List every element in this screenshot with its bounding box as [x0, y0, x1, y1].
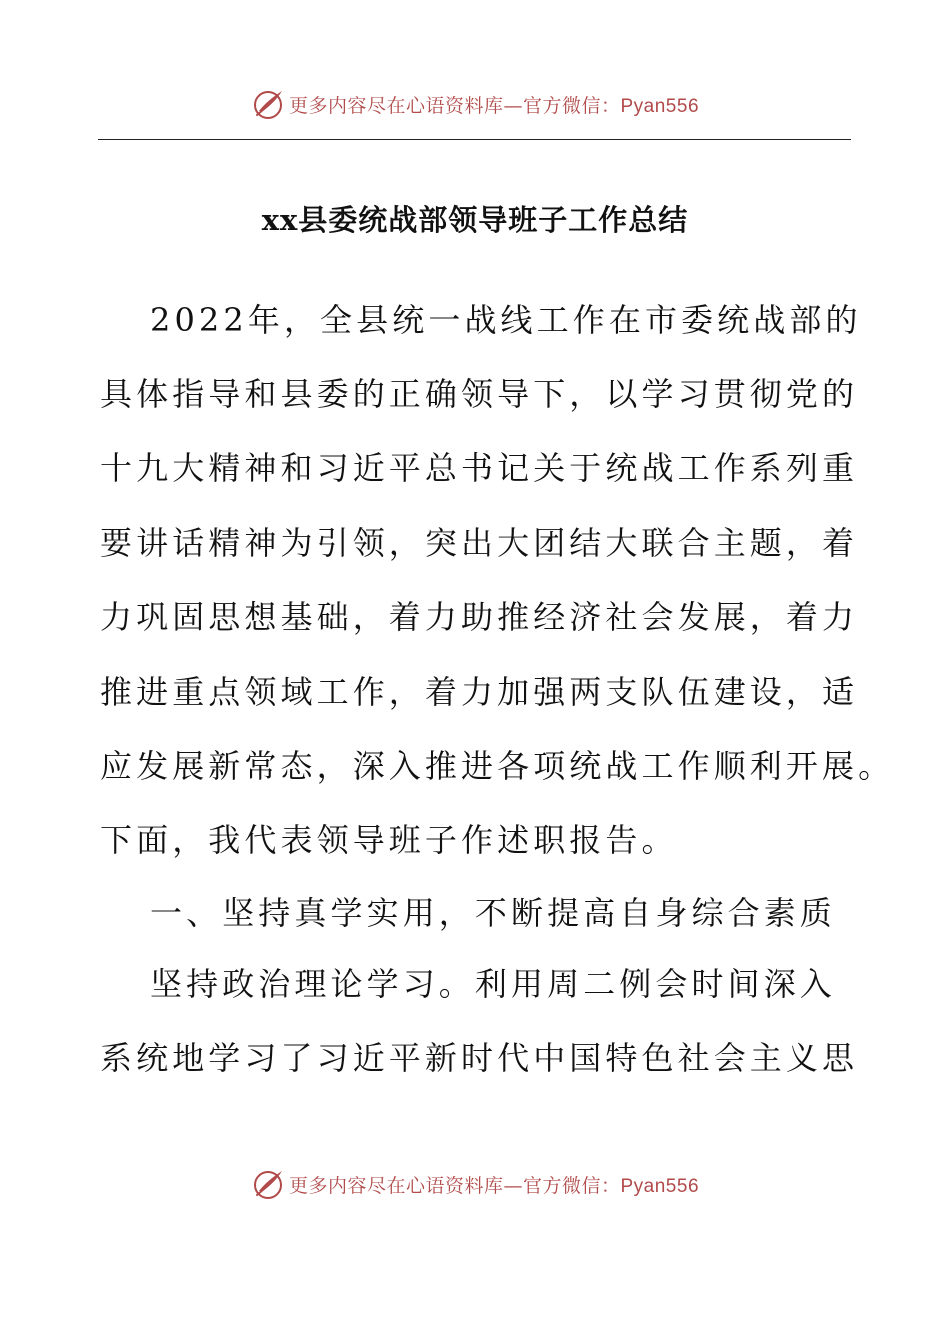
header-divider	[98, 139, 851, 140]
body-line: 力巩固思想基础，着力助推经济社会发展，着力	[100, 598, 859, 636]
footer-banner	[0, 1164, 950, 1204]
quill-pen-logo-icon	[251, 87, 285, 121]
header-banner-text: 更多内容尽在心语资料库—官方微信：Pyan556	[288, 94, 700, 117]
body-line: 系统地学习了习近平新时代中国特色社会主义思	[100, 1039, 859, 1077]
footer-wechat-id: Pyan556	[620, 1175, 700, 1197]
quill-pen-logo-icon	[251, 1167, 285, 1201]
section-heading: 一、坚持真学实用，不断提高自身综合素质	[150, 894, 836, 932]
body-line: 推进重点领域工作，着力加强两支队伍建设，适	[100, 673, 859, 711]
body-line: 十九大精神和习近平总书记关于统战工作系列重	[100, 449, 859, 487]
body-line: 坚持政治理论学习。利用周二例会时间深入	[150, 965, 836, 1003]
document-title: xx县委统战部领导班子工作总结	[261, 203, 689, 237]
footer-banner-text: 更多内容尽在心语资料库—官方微信：Pyan556	[288, 1174, 700, 1197]
header-banner	[0, 84, 950, 124]
body-line: 下面，我代表领导班子作述职报告。	[100, 821, 678, 859]
body-line: 应发展新常态，深入推进各项统战工作顺利开展。	[100, 747, 895, 785]
body-line: 2022年，全县统一战线工作在市委统战部的	[150, 301, 862, 339]
body-line: 要讲话精神为引领，突出大团结大联合主题，着	[100, 524, 859, 562]
header-wechat-id: Pyan556	[620, 95, 700, 117]
body-line: 具体指导和县委的正确领导下，以学习贯彻党的	[100, 375, 859, 413]
